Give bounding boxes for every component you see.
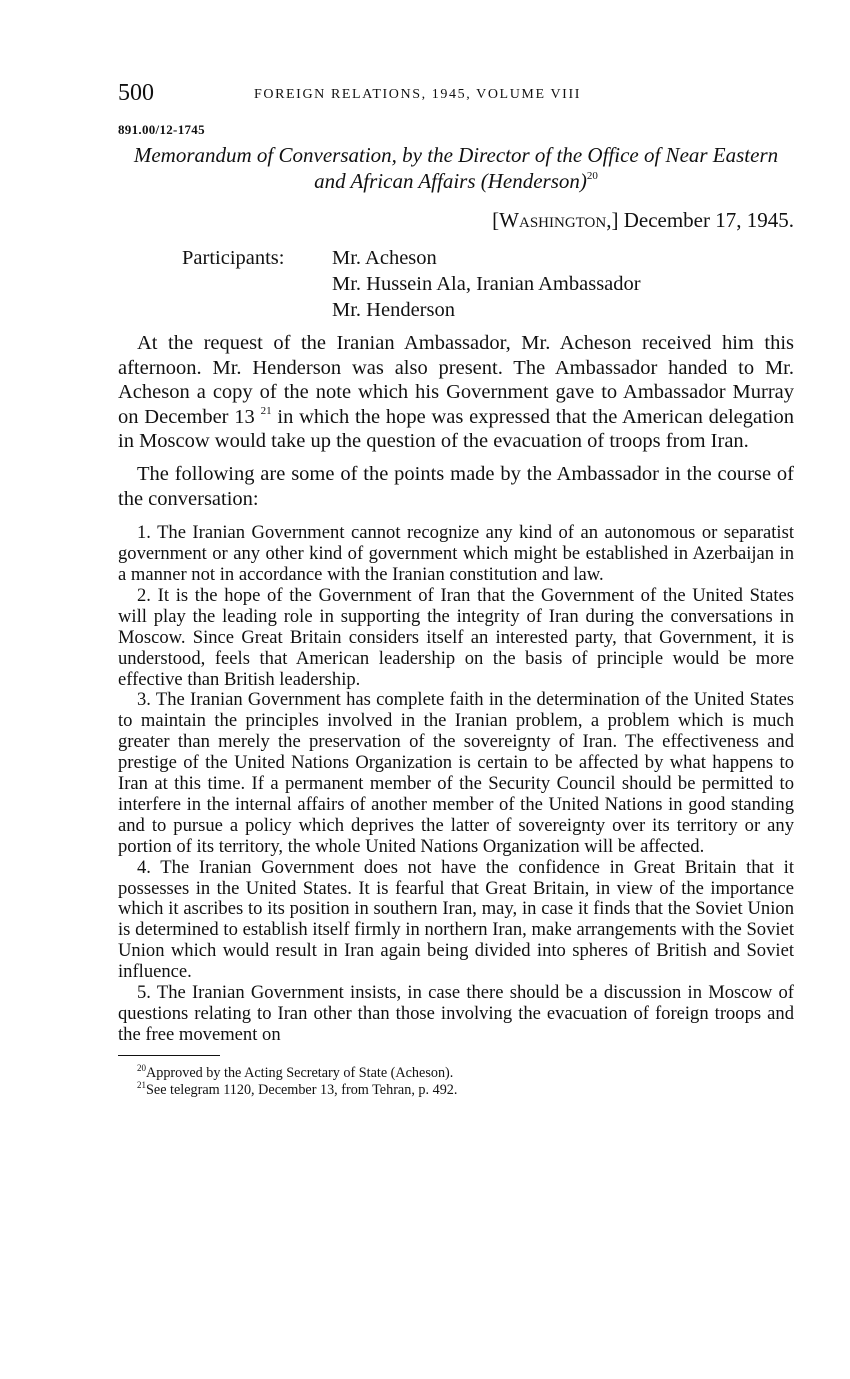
footnote-ref-20: 20: [586, 170, 598, 182]
document-file-number: 891.00/12-1745: [118, 122, 205, 137]
footnotes: [118, 1062, 794, 1099]
footnote-text: Approved by the Acting Secretary of State (Acheson).: [146, 1064, 454, 1081]
page-number: 500: [118, 80, 154, 106]
body-paragraph-1: [118, 331, 794, 454]
dateline: [118, 208, 794, 233]
document-title: [118, 142, 794, 194]
point-item: 4. The Iranian Government does not have the confidence in Great Britain that it possesses in the United States. It is fearful that Great Britain, in view of the importance which it ascribes to its position in southern Iran, may, in case it finds that the Soviet Union is determined to establish itself firmly in northern Iran, make arrangements with the Soviet Union which would result in Iran again being divided into spheres of British and Soviet influence.: [118, 856, 794, 983]
footnote-20: [137, 1062, 794, 1082]
dateline-city: Washington: [499, 208, 607, 232]
body-paragraph-1-continuation: in which the hope was expressed that the American delegation in Moscow would take up the question of the evacuation of troops from Iran.: [118, 405, 794, 453]
participant-name: Mr. Acheson: [332, 247, 437, 269]
point-item: 2. It is the hope of the Government of Iran that the Government of the United States will play the leading role in supporting the integrity of Iran during the conversations in Moscow. Since Great Britain considers itself an interested party, that Government, it is understood, feels that American leadership on the basis of principle would be more effective than British leadership.: [118, 584, 794, 690]
footnote-divider: [118, 1055, 220, 1056]
dateline-date: ,] December 17, 1945.: [606, 208, 794, 232]
footnote-number: 20: [137, 1062, 146, 1073]
footnote-number: 21: [137, 1079, 146, 1090]
footnote-ref-21: 21: [260, 404, 272, 417]
body-paragraph-1-text: At the request of the Iranian Ambassador, Mr. Acheson received him this afternoon. Mr. Henderson was also present. The Ambassador handed to Mr. Acheson a copy of the note which his Government gave to Ambassador Murray on December 13: [118, 332, 794, 428]
point-item: 1. The Iranian Government cannot recognize any kind of an autonomous or separatist government or any other kind of government which might be established in Azerbaijan in a manner not in accordance with the Iranian constitution and law.: [118, 522, 794, 585]
document-title-text: Memorandum of Conversation, by the Director of the Office of Near Eastern and African Affairs (Henderson): [133, 143, 779, 193]
participants-list: [332, 245, 641, 323]
footnote-21: [137, 1079, 794, 1099]
point-item: 3. The Iranian Government has complete faith in the determination of the United States to maintain the principles involved in the Iranian problem, a problem which is much greater than merely the preservation of the sovereignty of Iran. The effectiveness and prestige of the United Nations Organization is certain to be affected by what happens to Iran at this time. If a permanent member of the Security Council should be permitted to interfere in the internal affairs of another member of the United Nations in good standing and to pursue a policy which deprives the latter of sovereignty over its territory or any portion of its territory, the whole United Nations Organization will be affected.: [118, 689, 794, 857]
running-title: FOREIGN RELATIONS, 1945, VOLUME VIII: [254, 87, 581, 102]
participant-name: Mr. Henderson: [332, 299, 455, 321]
body-paragraph-2: The following are some of the points made by the Ambassador in the course of the conversation:: [118, 462, 794, 510]
footnote-text: See telegram 1120, December 13, from Tehran, p. 492.: [146, 1081, 458, 1098]
participants-label: Participants:: [182, 247, 285, 269]
point-item: 5. The Iranian Government insists, in case there should be a discussion in Moscow of questions relating to Iran other than those involving the evacuation of foreign troops and the free movement on: [118, 982, 794, 1045]
participant-name: Mr. Hussein Ala, Iranian Ambassador: [332, 273, 641, 295]
points-list: [118, 523, 794, 1046]
running-head: [118, 80, 794, 114]
participants-block: [182, 245, 794, 323]
dateline-prefix: [: [492, 208, 500, 232]
document-page: [118, 80, 794, 1099]
